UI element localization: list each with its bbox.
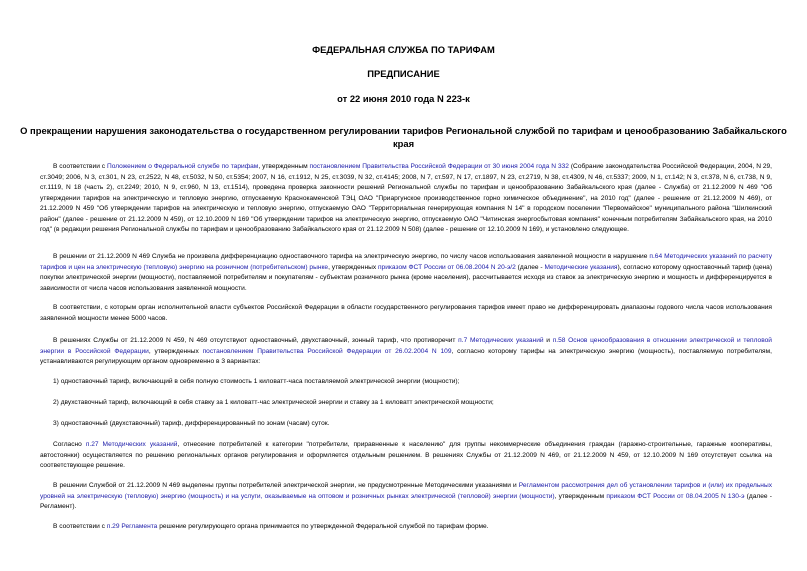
document-link[interactable]: приказом ФСТ России от 06.08.2004 N 20-э/2: [377, 263, 516, 271]
paragraph-text: , утвержденных: [148, 347, 203, 355]
paragraph-text: В соответствии с: [53, 523, 107, 530]
document-link[interactable]: приказом ФСТ России от 08.04.2005 N 130-э: [606, 492, 745, 500]
paragraph-1: [40, 162, 772, 236]
document-link[interactable]: п.27 Методических указаний: [85, 441, 178, 448]
document-link[interactable]: п.29 Регламента: [106, 523, 158, 530]
paragraph-text: ), согласно которому одноставочный тариф (цена) покупки электрической энергии (мощности), поставляемой потребителям и покупателям - субъектам розничного рынка (кроме населения), рассчитывается исходя из ставок за электрическую энергию и мощность и дифференцируется в зависимости от числа часов использования заявленной мощности.: [40, 263, 773, 292]
paragraph-text: решение регулирующего органа принимается по утвержденной Федеральной службой по тарифам форме.: [157, 523, 489, 530]
document-link[interactable]: Положением о Федеральной службе по тарифам: [106, 163, 259, 170]
paragraph-8: [40, 440, 772, 472]
document-link[interactable]: п.58 Основ ценообразования в отношении электрической и тепловой энергии в Российской Федерации: [40, 337, 772, 355]
paragraph-text: (Собрание законодательства Российской Федерации, 2004, N 29, ст.3049; 2006, N 3, ст.301, N 23, ст.2522, N 48, ст.5032, N 50, ст.5354; 2007, N 16, ст.1912, N 25, ст.3039, N 32, ст.4145; 2008, N 7, ст.597, N 17, ст.1897, N 23, ст.2719, N 38, ст.4309, N 46, ст.5337; 2009, N 1, ст.142; N 3, ст.378, N 6, ст.738, N 9, ст.1119, N 18 (часть 2), ст.2249; 2010, N 9, ст.960, N 13, ст.1514), проведена проверка законности решений Региональной службы по тарифам и ценообразованию Забайкальского края (далее - Служба) от 21.12.2009 N 469 "Об утверждении тарифов на электрическую и тепловую энергию, отпускаемую Краснокаменской ТЭЦ ОАО "Приаргунское производственное горно химическое объединение", на 2010 год" (далее - решение от 21.12.2009 N 469), от 21.12.2009 N 459 "Об утверждении тарифов на электрическую и тепловую энергию, отпускаемую ОАО "Территориальная генерирующая компания N 14" в городском поселении "Первомайское" муниципального района "Шилкинский район" (далее - решение от 21.12.2009 N 459), от 12.10.2009 N 169 "Об утверждении тарифов на электрическую энергию, отпускаемую ОАО "Читинская энергосбытовая компания" конечным потребителям Забайкальского края, на 2010 год" (в редакции решения Региональной службы по тарифам и ценообразованию Забайкальского края от 21.12.2009 N 508) (далее - решение от 12.10.2009 N 169), и установлено следующее.: [40, 163, 773, 233]
document-link[interactable]: п.7 Методических указаний: [458, 337, 544, 344]
paragraph-text: , утвержденным: [554, 492, 607, 500]
agency-title: ФЕДЕРАЛЬНАЯ СЛУЖБА ПО ТАРИФАМ: [312, 44, 495, 55]
paragraph-7: [40, 419, 772, 430]
paragraph-6: [40, 398, 772, 409]
paragraph-text: Согласно: [53, 441, 86, 448]
paragraph-text: (далее -: [515, 263, 545, 271]
paragraph-9: [40, 481, 772, 513]
paragraph-text: В соответствии, с которым орган исполнительной власти субъектов Российской Федерации в области государственного регулирования тарифов имеет право не дифференцировать диапазоны годового числа часов использования заявленной мощности менее 5000 часов.: [40, 304, 772, 322]
paragraph-text: и: [543, 337, 553, 344]
paragraph-5: [40, 377, 772, 388]
paragraph-text: В решениях Службы от 21.12.2009 N 459, N 469 отсутствуют одноставочный, двухставочный, зонный тариф, что противоречит: [53, 337, 459, 344]
document-date: от 22 июня 2010 года N 223-к: [337, 93, 470, 104]
paragraph-text: , утвержденных: [328, 263, 378, 271]
document-type: ПРЕДПИСАНИЕ: [367, 68, 440, 79]
paragraph-3: [40, 303, 772, 324]
paragraph-text: 2) двухставочный тариф, включающий в себя ставку за 1 киловатт-час электрической энергии и ставку за 1 киловатт электрической мощности;: [53, 399, 494, 406]
paragraph-text: В решении Службой от 21.12.2009 N 469 выделены группы потребителей электрической энергии, не предусмотренные Методическими указаниями и: [53, 482, 519, 489]
paragraph-text: 3) одноставочный (двухставочный) тариф, дифференцированный по зонам (часам) суток.: [53, 420, 330, 427]
paragraph-text: (далее - Регламент).: [40, 492, 772, 510]
paragraph-4: [40, 336, 772, 368]
document-link[interactable]: постановлением Правительства Российской Федерации от 26.02.2004 N 109: [202, 347, 452, 355]
paragraph-text: , утвержденным: [258, 163, 310, 170]
document-link[interactable]: п.64 Методических указаний по расчету тарифов и цен на электрическую (тепловую) энергию на розничном (потребительском) рынке: [40, 253, 772, 271]
document-link[interactable]: постановлением Правительства Российской Федерации от 30 июня 2004 года N 332: [309, 163, 569, 170]
paragraph-10: [40, 522, 772, 533]
paragraph-text: , согласно которому тарифы на электрическую энергию (мощность), поставляемую потребителям, устанавливаются регулирующим органом одновременно в 3 вариантах:: [40, 347, 772, 365]
document-subject: О прекращении нарушения законодательства о государственном регулировании тарифов Региональной службой по тарифам и ценообразованию Забайкальского края: [20, 125, 787, 149]
paragraph-text: , отнесение потребителей к категории "потребители, приравненные к населению" для группы некоммерческие объединения граждан (гаражно-строительные, гаражные кооперативы, автостоянки) осуществляется по решению региональных органов регулирования и оформляется отдельным решением. В решениях Службы от 21.12.2009 N 469, от 21.12.2009 N 459, от 12.10.2009 N 169 отсутствует ссылка на соответствующее решение.: [40, 441, 772, 469]
paragraph-2: [40, 252, 772, 294]
document-link[interactable]: Методические указания: [544, 263, 618, 271]
paragraph-text: В соответствии с: [53, 163, 107, 170]
document-link[interactable]: Регламентом рассмотрения дел об установлении тарифов и (или) их предельных уровней на электрическую (тепловую) энергию (мощность) и на услуги, оказываемые на оптовом и розничных рынках электрической (тепловой) энергии (мощности): [40, 482, 772, 500]
paragraph-text: В решении от 21.12.2009 N 469 Служба не произвела дифференциацию одноставочного тарифа на электрическую энергию, по числу часов использования заявленной мощности в нарушение: [53, 253, 650, 260]
paragraph-text: 1) одноставочный тариф, включающий в себя полную стоимость 1 киловатт-часа поставляемой электрической энергии (мощности);: [53, 378, 460, 385]
